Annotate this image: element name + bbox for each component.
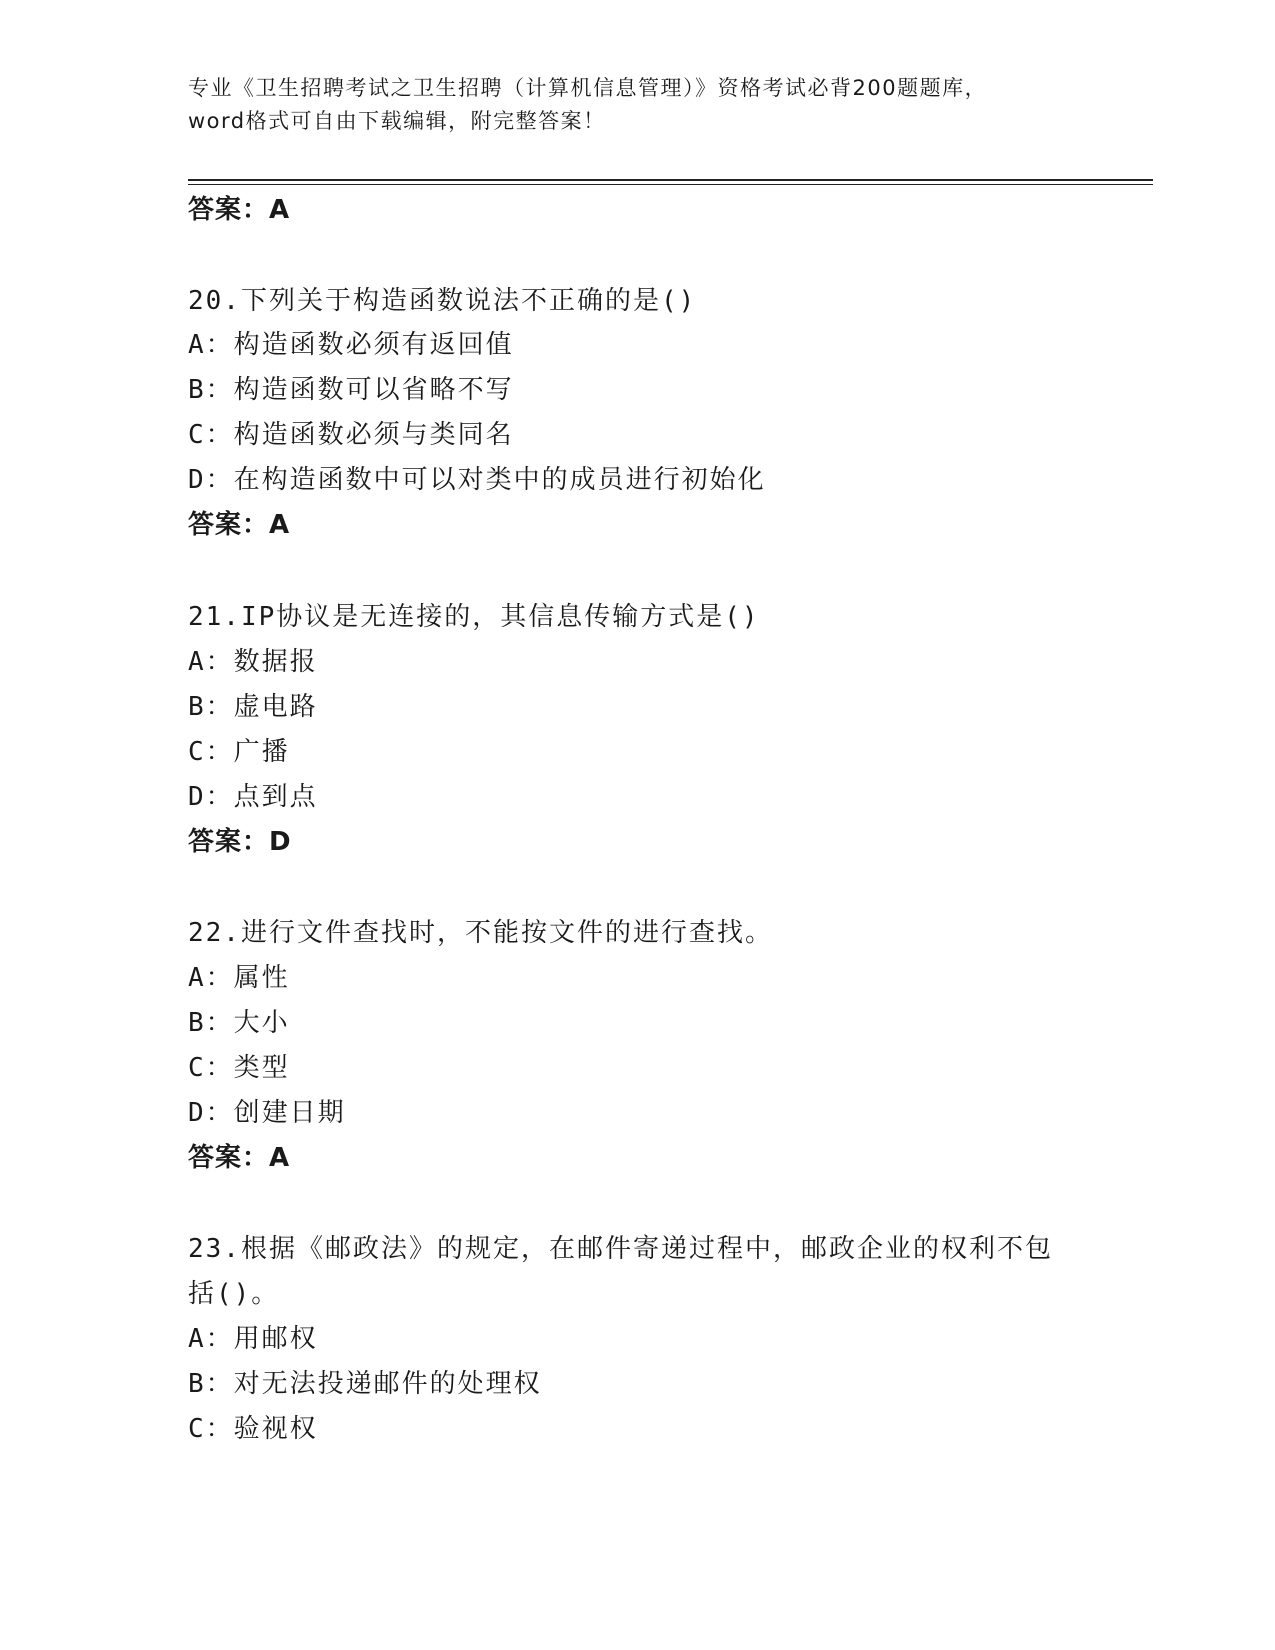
question-21-stem: 21.IP协议是无连接的，其信息传输方式是() bbox=[188, 602, 760, 632]
question-20-option-d: D：在构造函数中可以对类中的成员进行初始化 bbox=[188, 465, 766, 495]
document-header bbox=[188, 72, 1088, 138]
answer-prev-question: 答案：A bbox=[188, 195, 291, 225]
question-22-option-a: A：属性 bbox=[188, 963, 290, 993]
question-23-option-a: A：用邮权 bbox=[188, 1324, 318, 1354]
question-20-option-b: B：构造函数可以省略不写 bbox=[188, 375, 514, 405]
question-22-option-d: D：创建日期 bbox=[188, 1098, 346, 1128]
question-20-option-a: A：构造函数必须有返回值 bbox=[188, 330, 514, 360]
question-23-stem-line-1: 23.根据《邮政法》的规定，在邮件寄递过程中，邮政企业的权利不包 bbox=[188, 1234, 1053, 1264]
question-22-option-c: C：类型 bbox=[188, 1053, 290, 1083]
question-20-stem: 20.下列关于构造函数说法不正确的是() bbox=[188, 286, 697, 316]
question-21-answer: 答案：D bbox=[188, 827, 292, 857]
question-21-option-d: D：点到点 bbox=[188, 782, 318, 812]
question-22-stem: 22.进行文件查找时，不能按文件的进行查找。 bbox=[188, 918, 773, 948]
header-divider-thin bbox=[188, 184, 1153, 185]
question-23-option-c: C：验视权 bbox=[188, 1414, 318, 1444]
header-line-1: 专业《卫生招聘考试之卫生招聘（计算机信息管理）》资格考试必背200题题库， bbox=[188, 76, 988, 100]
header-line-2: word格式可自由下载编辑，附完整答案！ bbox=[188, 109, 606, 133]
question-23-stem-line-2: 括()。 bbox=[188, 1279, 280, 1309]
question-21-option-a: A：数据报 bbox=[188, 647, 318, 677]
question-22-option-b: B：大小 bbox=[188, 1008, 290, 1038]
question-20-answer: 答案：A bbox=[188, 510, 291, 540]
question-20-option-c: C：构造函数必须与类同名 bbox=[188, 420, 514, 450]
question-21-option-b: B：虚电路 bbox=[188, 692, 318, 722]
question-23-option-b: B：对无法投递邮件的处理权 bbox=[188, 1369, 542, 1399]
question-21-option-c: C：广播 bbox=[188, 737, 290, 767]
question-22-answer: 答案：A bbox=[188, 1143, 291, 1173]
header-divider-thick bbox=[188, 179, 1153, 181]
